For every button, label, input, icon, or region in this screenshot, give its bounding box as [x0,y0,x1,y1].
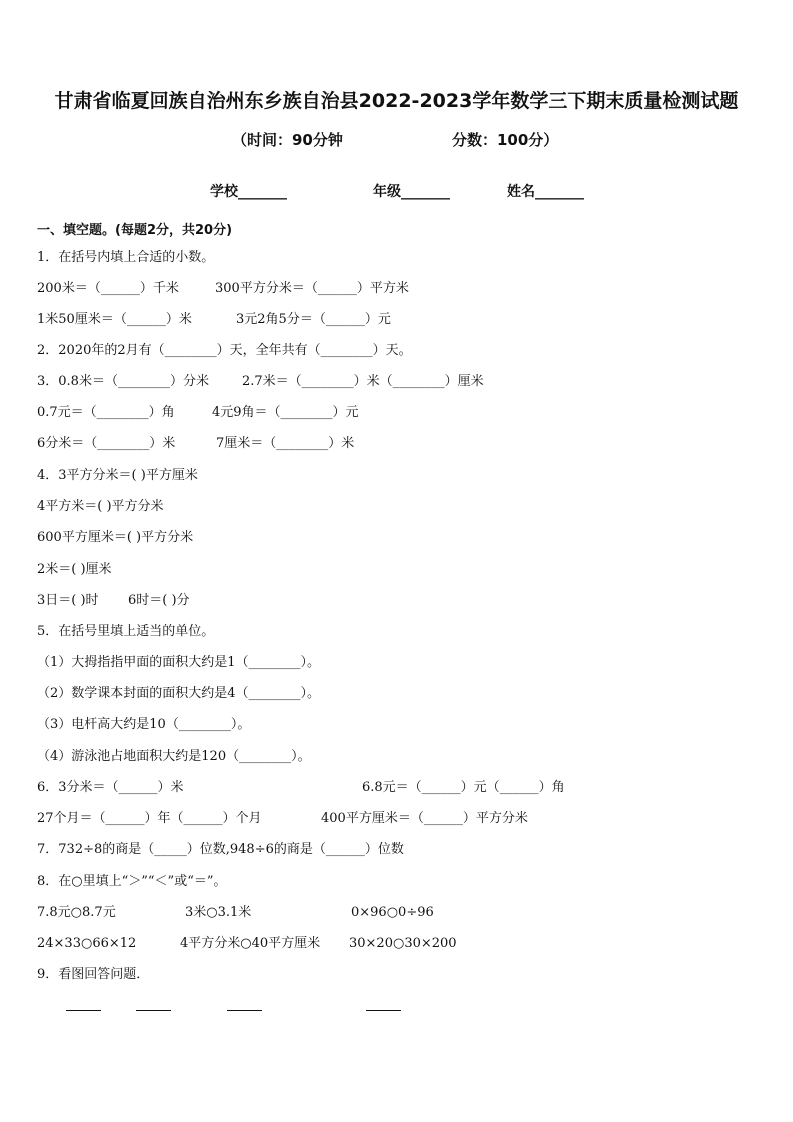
school-field: 学校_______ [210,184,287,200]
question-6-b: 6.8元＝（______）元（______）角 [362,780,565,795]
question-3-e: 6分米＝（________）米 [37,436,176,451]
section-heading: 一、填空题。(每题2分，共20分) [37,223,233,238]
question-3-a: 3．0.8米＝（________）分米 [37,374,209,389]
question-5-b: （2）数学课本封面的面积大约是4（________）。 [37,686,321,701]
question-5-stem: 5．在括号里填上适当的单位。 [37,624,215,639]
question-4-d: 2米＝( )厘米 [37,562,112,577]
answer-blank[interactable] [227,1010,262,1011]
question-3-b: 2.7米＝（________）米（________）厘米 [242,374,484,389]
question-1-d: 3元2角5分＝（______）元 [236,312,391,327]
question-8-c: 0×96○0÷96 [351,905,434,920]
question-4-c: 600平方厘米＝( )平方分米 [37,530,194,545]
question-8-a: 7.8元○8.7元 [37,905,116,920]
question-4-a: 4．3平方分米＝( )平方厘米 [37,468,198,483]
answer-blank[interactable] [136,1010,171,1011]
grade-field: 年级_______ [373,184,450,200]
exam-time: （时间：90分钟 [232,131,343,149]
exam-title: 甘肃省临夏回族自治州东乡族自治县2022-2023学年数学三下期末质量检测试题 [54,90,739,112]
question-5-d: （4）游泳池占地面积大约是120（________）。 [37,749,311,764]
question-4-b: 4平方米＝( )平方分米 [37,499,164,514]
question-5-c: （3）电杆高大约是10（________）。 [37,717,251,732]
question-1-a: 200米＝（______）千米 [37,281,179,296]
question-9-stem: 9．看图回答问题． [37,967,150,982]
question-5-a: （1）大拇指指甲面的面积大约是1（________）。 [37,655,321,670]
question-8-e: 4平方分米○40平方厘米 [180,936,321,951]
question-4-e: 3日＝( )时 [37,593,99,608]
question-6-c: 27个月＝（______）年（______）个月 [37,811,262,826]
question-1-b: 300平方分米＝（______）平方米 [215,281,409,296]
question-4-f: 6时＝( )分 [128,593,190,608]
question-8-stem: 8．在○里填上“＞”“＜”或“＝”。 [37,874,227,889]
name-field: 姓名_______ [507,184,584,200]
question-6-d: 400平方厘米＝（______）平方分米 [321,811,528,826]
question-3-f: 7厘米＝（________）米 [216,436,355,451]
question-3-d: 4元9角＝（________）元 [212,405,359,420]
question-8-d: 24×33○66×12 [37,936,137,951]
answer-blank[interactable] [366,1010,401,1011]
answer-blank[interactable] [66,1010,101,1011]
question-3-c: 0.7元＝（________）角 [37,405,175,420]
question-2: 2．2020年的2月有（________）天，全年共有（________）天。 [37,343,412,358]
exam-score: 分数：100分） [452,131,559,149]
question-8-f: 30×20○30×200 [349,936,457,951]
question-8-b: 3米○3.1米 [185,905,252,920]
question-6-a: 6．3分米＝（______）米 [37,780,184,795]
question-7: 7．732÷8的商是（_____）位数,948÷6的商是（______）位数 [37,842,404,857]
question-1-stem: 1．在括号内填上合适的小数。 [37,250,215,265]
question-1-c: 1米50厘米＝（______）米 [37,312,192,327]
